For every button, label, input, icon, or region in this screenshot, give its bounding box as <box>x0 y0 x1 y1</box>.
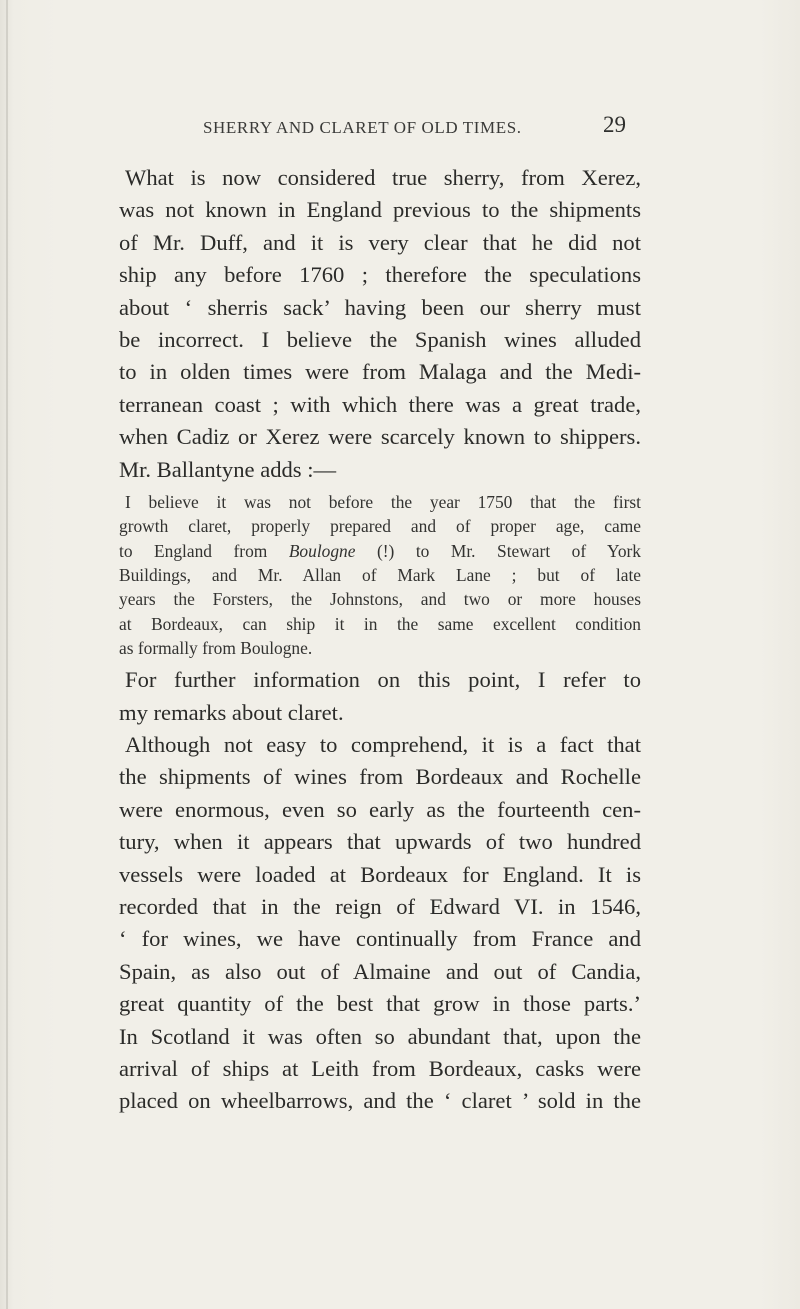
page-header <box>0 112 800 142</box>
text-line: about ‘ sherris sack’ having been our sherry must <box>119 294 641 320</box>
text-line: For further information on this point, I refer to <box>125 667 641 693</box>
quote-line: Buildings, and Mr. Allan of Mark Lane ; but of late <box>119 564 641 585</box>
paragraph-sherry <box>119 162 641 486</box>
text-line: Although not easy to comprehend, it is a fact that <box>125 731 641 757</box>
quote-line <box>119 539 641 563</box>
text-line: What is now considered true sherry, from Xerez, <box>125 165 641 190</box>
text-line: tury, when it appears that upwards of two hundred <box>119 829 641 855</box>
page-body <box>119 162 641 1118</box>
text-line: ship any before 1760 ; therefore the speculations <box>119 262 641 288</box>
text-line: was not known in England previous to the shipments <box>119 197 641 223</box>
text-line: my remarks about claret. <box>119 699 344 725</box>
text-line: of Mr. Duff, and it is very clear that he did not <box>119 229 641 255</box>
text-line: terranean coast ; with which there was a great trade, <box>119 391 641 417</box>
quote-line: growth claret, properly prepared and of proper age, came <box>119 516 641 537</box>
quote-text: to England from <box>119 540 289 561</box>
text-line: arrival of ships at Leith from Bordeaux, casks were <box>119 1056 641 1082</box>
text-line: be incorrect. I believe the Spanish wines alluded <box>119 327 641 353</box>
text-line: ‘ for wines, we have continually from France and <box>119 926 641 952</box>
text-line: In Scotland it was often so abundant that, upon the <box>119 1023 641 1049</box>
paragraph-bordeaux <box>119 729 641 1118</box>
text-line: vessels were loaded at Bordeaux for England. It is <box>119 861 641 887</box>
text-line: Mr. Ballantyne adds :— <box>119 456 337 482</box>
text-line: to in olden times were from Malaga and the Medi- <box>119 359 641 385</box>
page-number: 29 <box>603 112 626 137</box>
text-line: when Cadiz or Xerez were scarcely known to shippers. <box>119 424 641 450</box>
quote-text: (!) to Mr. Stewart of York <box>355 540 641 561</box>
quote-line: years the Forsters, the Johnstons, and two or more houses <box>119 589 641 610</box>
text-line: Spain, as also out of Almaine and out of Candia, <box>119 958 641 984</box>
paragraph-further-information <box>119 664 641 729</box>
text-line: placed on wheelbarrows, and the ‘ claret ’ sold in the <box>119 1088 641 1114</box>
text-line: the shipments of wines from Bordeaux and Rochelle <box>119 764 641 790</box>
block-quote <box>119 490 641 660</box>
text-line: great quantity of the best that grow in those parts.’ <box>119 991 641 1017</box>
quote-line: at Bordeaux, can ship it in the same excellent condition <box>119 613 641 634</box>
quote-line: as formally from Boulogne. <box>119 637 313 658</box>
quote-italic-place: Boulogne <box>288 540 356 561</box>
running-head: SHERRY AND CLARET OF OLD TIMES. <box>203 118 522 137</box>
text-line: recorded that in the reign of Edward VI. in 1546, <box>119 893 641 919</box>
text-line: were enormous, even so early as the fourteenth cen- <box>119 796 641 822</box>
page-edge <box>6 0 8 1309</box>
quote-line: I believe it was not before the year 1750 that the first <box>125 492 641 513</box>
